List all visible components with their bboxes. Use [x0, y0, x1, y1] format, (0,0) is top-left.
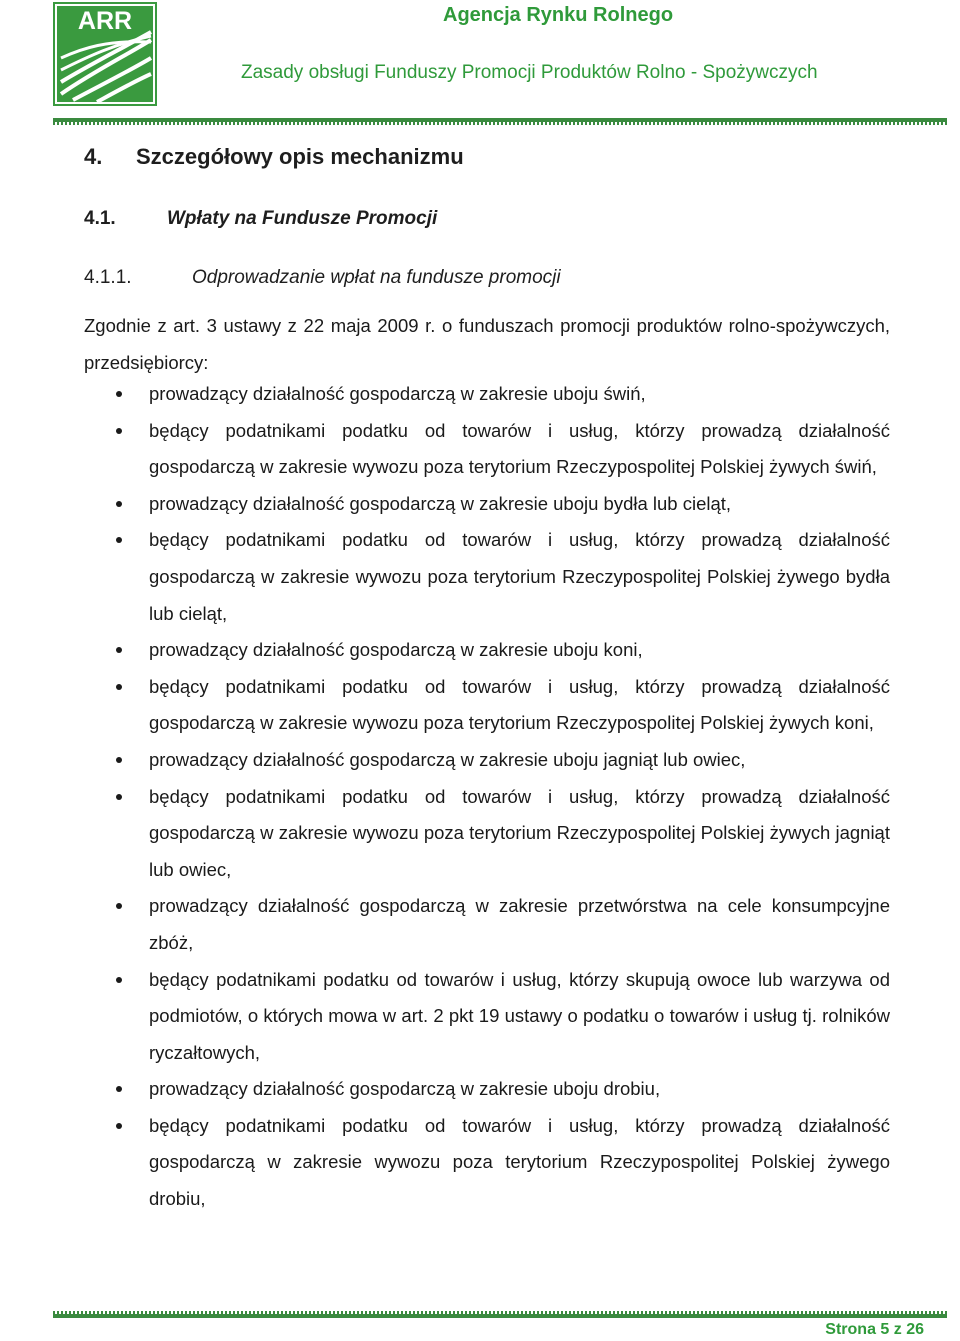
bullet-icon — [116, 977, 122, 983]
list-item-text: będący podatnikami podatku od towarów i usług, którzy skupują owoce lub warzywa od podmiotów, o których mowa w art. 2 pkt 19 ustawy o podatku o towarów i usług tj. rolników ryczałtowych, — [149, 968, 890, 1063]
header-rule-dotted — [53, 122, 947, 125]
subsubsection-number: 4.1.1. — [84, 267, 132, 288]
subsubsection-heading — [84, 267, 561, 289]
intro-paragraph: Zgodnie z art. 3 ustawy z 22 maja 2009 r. o funduszach promocji produktów rolno-spożywczych, przedsiębiorcy: — [84, 315, 890, 373]
list-item-text: prowadzący działalność gospodarczą w zakresie uboju bydła lub cieląt, — [149, 492, 732, 514]
list-item — [84, 669, 890, 742]
agency-name: Agencja Rynku Rolnego — [443, 4, 674, 26]
list-item-text: prowadzący działalność gospodarczą w zakresie uboju drobiu, — [149, 1078, 661, 1100]
list-item — [84, 779, 890, 889]
list-item-text: będący podatnikami podatku od towarów i usług, którzy prowadzą działalność gospodarczą w zakresie wywozu poza terytorium Rzeczypospolitej Polskiej żywych koni, — [149, 675, 890, 734]
subsection-number: 4.1. — [84, 208, 116, 229]
footer-rule — [53, 1314, 947, 1318]
bullet-icon — [116, 1123, 122, 1129]
list-item — [84, 888, 890, 961]
subsection-title: Wpłaty na Fundusze Promocji — [167, 208, 438, 229]
logo-text: ARR — [77, 7, 133, 35]
entrepreneur-list — [84, 376, 890, 1218]
list-item-text: będący podatnikami podatku od towarów i usług, którzy prowadzą działalność gospodarczą w zakresie wywozu poza terytorium Rzeczypospolitej Polskiej żywego bydła lub cieląt, — [149, 529, 890, 624]
list-item-text: prowadzący działalność gospodarczą w zakresie uboju koni, — [149, 639, 643, 661]
subsubsection-title: Odprowadzanie wpłat na fundusze promocji — [192, 267, 561, 288]
section-title: Szczegółowy opis mechanizmu — [136, 144, 464, 169]
list-item — [84, 962, 890, 1072]
arr-logo — [53, 2, 157, 106]
bullet-icon — [116, 391, 122, 397]
list-item — [84, 742, 890, 779]
document-subtitle: Zasady obsługi Funduszy Promocji Produktów Rolno - Spożywczych — [241, 62, 818, 83]
list-item — [84, 376, 890, 413]
list-item — [84, 486, 890, 523]
page-number: Strona 5 z 26 — [825, 1321, 924, 1338]
bullet-icon — [116, 1086, 122, 1092]
section-number: 4. — [84, 144, 103, 169]
list-item — [84, 413, 890, 486]
list-item — [84, 1071, 890, 1108]
list-item-text: prowadzący działalność gospodarczą w zakresie uboju jagniąt lub owiec, — [149, 748, 746, 770]
bullet-icon — [116, 684, 122, 690]
subsection-heading — [84, 208, 437, 230]
bullet-icon — [116, 757, 122, 763]
bullet-icon — [116, 501, 122, 507]
list-item-text: będący podatnikami podatku od towarów i usług, którzy prowadzą działalność gospodarczą w zakresie wywozu poza terytorium Rzeczypospolitej Polskiej żywych jagniąt lub owiec, — [149, 785, 890, 880]
bullet-icon — [116, 647, 122, 653]
bullet-icon — [116, 903, 122, 909]
bullet-icon — [116, 537, 122, 543]
list-item — [84, 1108, 890, 1218]
bullet-icon — [116, 794, 122, 800]
list-item-text: będący podatnikami podatku od towarów i usług, którzy prowadzą działalność gospodarczą w zakresie wywozu poza terytorium Rzeczypospolitej Polskiej żywego drobiu, — [149, 1114, 890, 1210]
list-item-text: prowadzący działalność gospodarczą w zakresie przetwórstwa na cele konsumpcyjne zbóż, — [149, 895, 890, 953]
list-item-text: będący podatnikami podatku od towarów i usług, którzy prowadzą działalność gospodarczą w zakresie wywozu poza terytorium Rzeczypospolitej Polskiej żywych świń, — [149, 419, 890, 478]
section-heading — [84, 144, 464, 170]
list-item — [84, 632, 890, 669]
list-item — [84, 522, 890, 632]
bullet-icon — [116, 428, 122, 434]
page-header — [0, 0, 960, 125]
list-item-text: prowadzący działalność gospodarczą w zakresie uboju świń, — [149, 383, 646, 404]
